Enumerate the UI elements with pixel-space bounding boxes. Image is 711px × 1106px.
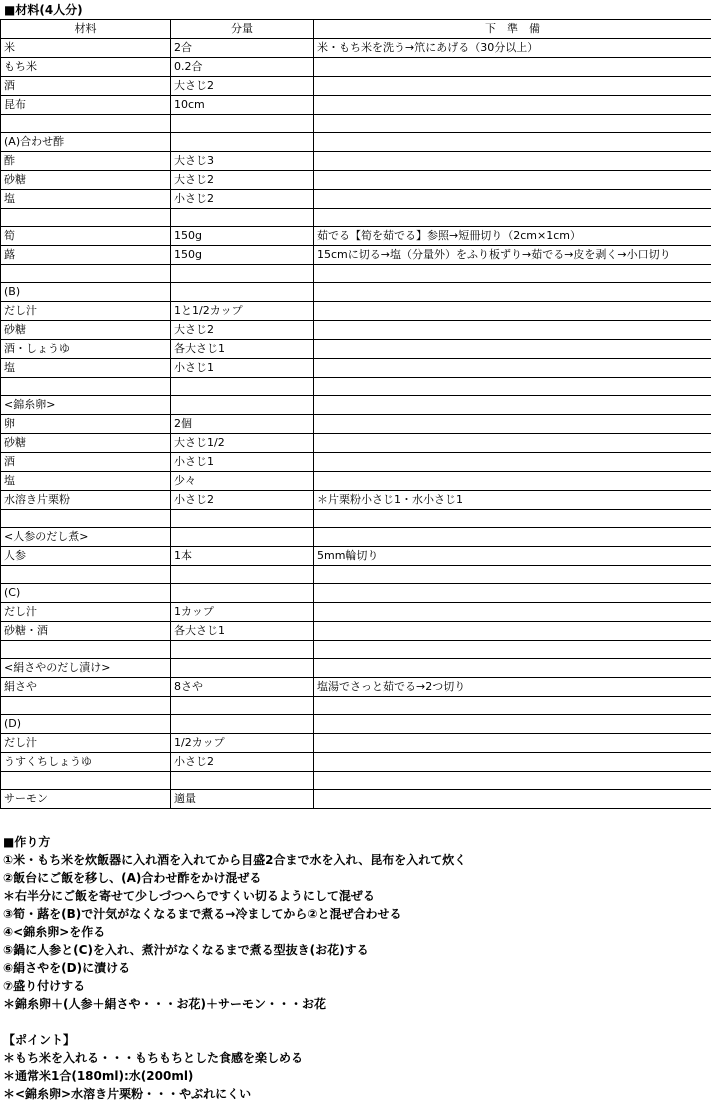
prep-cell [314, 115, 711, 133]
point-item: ＊<錦糸卵>水溶き片栗粉・・・やぶれにくい [3, 1087, 252, 1101]
amount-cell: 各大さじ1 [171, 622, 314, 641]
table-row [1, 434, 711, 453]
ingredient-cell: 酒 [1, 453, 171, 472]
points-heading: 【ポイント】 [3, 1033, 76, 1047]
points-section [3, 1031, 303, 1103]
ingredient-cell: 蕗 [1, 246, 171, 265]
method-heading: ■作り方 [3, 835, 51, 849]
prep-cell: 5mm輪切り [314, 547, 711, 566]
point-item: ＊もち米を入れる・・・もちもちとした食感を楽しめる [3, 1051, 304, 1065]
ingredient-cell: サーモン [1, 790, 171, 809]
ingredient-cell: もち米 [1, 58, 171, 77]
method-step: ②飯台にご飯を移し、(A)合わせ酢をかけ混ぜる [3, 871, 262, 885]
table-row [1, 246, 711, 265]
table-row [1, 790, 711, 809]
ingredient-cell: 筍 [1, 227, 171, 246]
table-row [1, 697, 711, 715]
table-row [1, 734, 711, 753]
amount-cell: 少々 [171, 472, 314, 491]
prep-cell [314, 152, 711, 171]
amount-cell: 大さじ3 [171, 152, 314, 171]
ingredient-cell: 米 [1, 39, 171, 58]
prep-cell [314, 772, 711, 790]
table-row [1, 77, 711, 96]
ingredient-cell [1, 697, 171, 715]
ingredient-cell: <絹さやのだし漬け> [1, 659, 171, 678]
ingredient-cell: だし汁 [1, 603, 171, 622]
prep-cell [314, 472, 711, 491]
prep-cell [314, 378, 711, 396]
amount-cell [171, 283, 314, 302]
amount-cell [171, 715, 314, 734]
amount-cell: 10cm [171, 96, 314, 115]
amount-cell: 大さじ1/2 [171, 434, 314, 453]
ingredient-cell: 砂糖・酒 [1, 622, 171, 641]
amount-cell: 8さや [171, 678, 314, 697]
table-row [1, 227, 711, 246]
table-row [1, 39, 711, 58]
table-row [1, 547, 711, 566]
header-ingredient: 材料 [1, 20, 171, 39]
table-row [1, 715, 711, 734]
prep-cell [314, 584, 711, 603]
prep-cell [314, 415, 711, 434]
amount-cell [171, 115, 314, 133]
prep-cell [314, 171, 711, 190]
table-row [1, 359, 711, 378]
table-row [1, 510, 711, 528]
amount-cell [171, 378, 314, 396]
ingredients-table [0, 19, 711, 809]
amount-cell [171, 641, 314, 659]
table-row [1, 96, 711, 115]
header-prep: 下 準 備 [314, 20, 711, 39]
ingredient-cell [1, 378, 171, 396]
prep-cell: 15cmに切る→塩（分量外）をふり板ずり→茹でる→皮を剥く→小口切り [314, 246, 711, 265]
prep-cell [314, 434, 711, 453]
table-row [1, 678, 711, 697]
amount-cell: 2合 [171, 39, 314, 58]
ingredient-cell: 酒 [1, 77, 171, 96]
ingredient-cell: 砂糖 [1, 171, 171, 190]
table-row [1, 171, 711, 190]
ingredient-cell: <人参のだし煮> [1, 528, 171, 547]
amount-cell: 適量 [171, 790, 314, 809]
table-row [1, 340, 711, 359]
amount-cell [171, 566, 314, 584]
header-amount: 分量 [171, 20, 314, 39]
table-row [1, 622, 711, 641]
table-row [1, 302, 711, 321]
ingredient-cell: 酒・しょうゆ [1, 340, 171, 359]
prep-cell: 塩湯でさっと茹でる→2つ切り [314, 678, 711, 697]
amount-cell: 小さじ2 [171, 491, 314, 510]
prep-cell [314, 190, 711, 209]
ingredient-cell: 昆布 [1, 96, 171, 115]
ingredient-cell [1, 265, 171, 283]
table-row [1, 58, 711, 77]
ingredient-cell [1, 566, 171, 584]
amount-cell: 大さじ2 [171, 321, 314, 340]
method-step: ③筍・蕗を(B)で汁気がなくなるまで煮る→冷ましてから②と混ぜ合わせる [3, 907, 402, 921]
ingredient-cell: 砂糖 [1, 434, 171, 453]
prep-cell [314, 622, 711, 641]
prep-cell [314, 321, 711, 340]
ingredient-cell [1, 115, 171, 133]
prep-cell [314, 359, 711, 378]
method-step: ⑦盛り付けする [3, 979, 86, 993]
table-row [1, 659, 711, 678]
amount-cell: 1と1/2カップ [171, 302, 314, 321]
ingredient-cell: 塩 [1, 359, 171, 378]
method-section [3, 833, 466, 1013]
amount-cell: 1本 [171, 547, 314, 566]
amount-cell [171, 265, 314, 283]
method-step: ⑤鍋に人参と(C)を入れ、煮汁がなくなるまで煮る型抜き(お花)する [3, 943, 369, 957]
amount-cell: 大さじ2 [171, 171, 314, 190]
ingredients-title: ■材料(4人分) [4, 3, 83, 17]
prep-cell [314, 641, 711, 659]
method-step: ⑥絹さやを(D)に漬ける [3, 961, 131, 975]
amount-cell [171, 584, 314, 603]
amount-cell [171, 659, 314, 678]
ingredient-cell [1, 510, 171, 528]
prep-cell [314, 96, 711, 115]
prep-cell [314, 697, 711, 715]
prep-cell [314, 510, 711, 528]
table-row [1, 265, 711, 283]
table-row [1, 152, 711, 171]
ingredient-cell: 水溶き片栗粉 [1, 491, 171, 510]
ingredient-cell [1, 209, 171, 227]
ingredient-cell: 卵 [1, 415, 171, 434]
amount-cell [171, 528, 314, 547]
table-row [1, 115, 711, 133]
amount-cell: 1/2カップ [171, 734, 314, 753]
prep-cell [314, 58, 711, 77]
table-row [1, 378, 711, 396]
prep-cell [314, 77, 711, 96]
table-row [1, 603, 711, 622]
point-item: ＊通常米1合(180ml):水(200ml) [3, 1069, 194, 1083]
table-row [1, 491, 711, 510]
method-step: ①米・もち米を炊飯器に入れ酒を入れてから目盛2合まで水を入れ、昆布を入れて炊く [3, 853, 467, 867]
amount-cell: 1カップ [171, 603, 314, 622]
prep-cell: 茹でる【筍を茹でる】参照→短冊切り（2cm×1cm） [314, 227, 711, 246]
amount-cell: 小さじ2 [171, 753, 314, 772]
prep-cell [314, 566, 711, 584]
table-row [1, 415, 711, 434]
ingredient-cell: (A)合わせ酢 [1, 133, 171, 152]
amount-cell [171, 510, 314, 528]
amount-cell: 150g [171, 246, 314, 265]
table-row [1, 753, 711, 772]
table-row [1, 641, 711, 659]
table-row [1, 472, 711, 491]
ingredient-cell [1, 641, 171, 659]
ingredient-cell: 塩 [1, 472, 171, 491]
prep-cell [314, 283, 711, 302]
prep-cell [314, 603, 711, 622]
prep-cell [314, 659, 711, 678]
amount-cell: 大さじ2 [171, 77, 314, 96]
table-row [1, 528, 711, 547]
amount-cell: 小さじ2 [171, 190, 314, 209]
ingredient-cell: (B) [1, 283, 171, 302]
amount-cell: 各大さじ1 [171, 340, 314, 359]
ingredient-cell: 塩 [1, 190, 171, 209]
table-row [1, 772, 711, 790]
ingredient-cell [1, 772, 171, 790]
prep-cell [314, 753, 711, 772]
ingredient-cell: 酢 [1, 152, 171, 171]
amount-cell [171, 133, 314, 152]
ingredient-cell: 人参 [1, 547, 171, 566]
table-row [1, 321, 711, 340]
prep-cell [314, 133, 711, 152]
ingredient-cell: だし汁 [1, 302, 171, 321]
prep-cell [314, 715, 711, 734]
prep-cell [314, 790, 711, 809]
amount-cell [171, 396, 314, 415]
amount-cell: 150g [171, 227, 314, 246]
prep-cell [314, 396, 711, 415]
prep-cell [314, 340, 711, 359]
table-row [1, 283, 711, 302]
ingredient-cell: (D) [1, 715, 171, 734]
amount-cell [171, 697, 314, 715]
method-step: ＊錦糸卵＋(人参＋絹さや・・・お花)＋サーモン・・・お花 [3, 997, 326, 1011]
table-row [1, 396, 711, 415]
amount-cell [171, 209, 314, 227]
table-row [1, 453, 711, 472]
table-row [1, 566, 711, 584]
prep-cell: 米・もち米を洗う→笊にあげる（30分以上） [314, 39, 711, 58]
prep-cell [314, 734, 711, 753]
ingredient-cell: (C) [1, 584, 171, 603]
amount-cell: 2個 [171, 415, 314, 434]
method-step: ＊右半分にご飯を寄せて少しづつへらですくい切るようにして混ぜる [3, 889, 375, 903]
prep-cell [314, 302, 711, 321]
amount-cell: 0.2合 [171, 58, 314, 77]
ingredient-cell: だし汁 [1, 734, 171, 753]
ingredient-cell: 砂糖 [1, 321, 171, 340]
prep-cell [314, 265, 711, 283]
prep-cell [314, 453, 711, 472]
ingredient-cell: 絹さや [1, 678, 171, 697]
ingredient-cell: うすくちしょうゆ [1, 753, 171, 772]
amount-cell: 小さじ1 [171, 359, 314, 378]
prep-cell: ＊片栗粉小さじ1・水小さじ1 [314, 491, 711, 510]
prep-cell [314, 209, 711, 227]
table-row [1, 209, 711, 227]
ingredient-cell: <錦糸卵> [1, 396, 171, 415]
method-step: ④<錦糸卵>を作る [3, 925, 106, 939]
amount-cell: 小さじ1 [171, 453, 314, 472]
table-header-row [1, 20, 711, 39]
amount-cell [171, 772, 314, 790]
prep-cell [314, 528, 711, 547]
table-row [1, 584, 711, 603]
table-row [1, 190, 711, 209]
table-row [1, 133, 711, 152]
